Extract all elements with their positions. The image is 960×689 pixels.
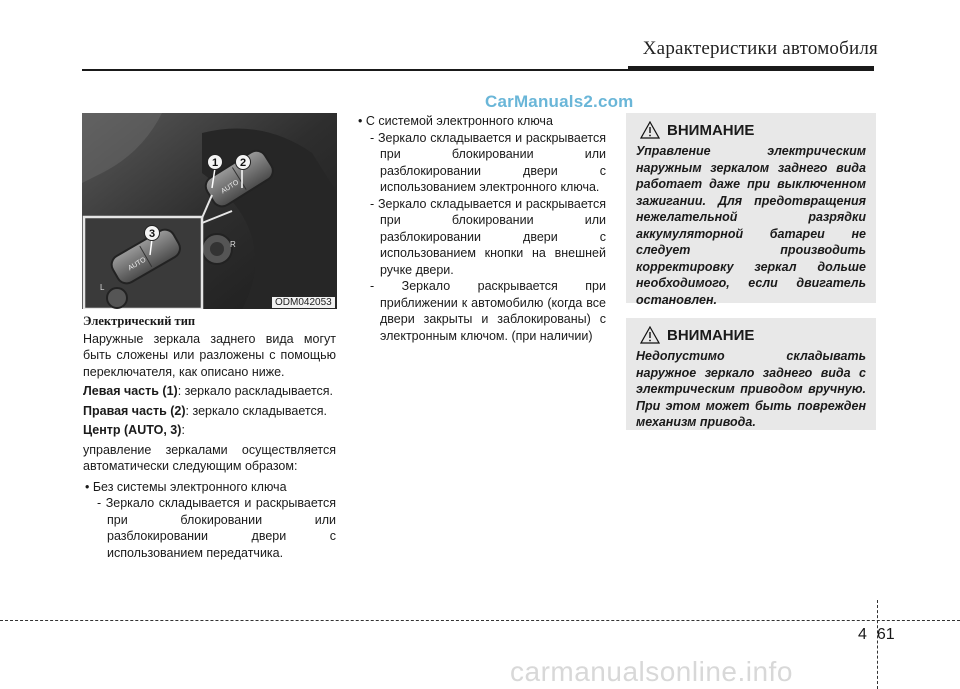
dash-item-smart-key: - Зеркало складывается и раскрывается при блокировании или разблокировании двери с использованием электронного ключа. [370,130,606,194]
warning-text-1: Управление электрическим наружным зеркалом заднего вида работает даже при выключенном зажигании. Для предотвращения нежелательной разрядки аккумуляторной батареи не следует производить корректировку зеркал дольше необходимого, если двигатель остановлен. [636,144,866,307]
figure-code: ODM042053 [272,297,335,308]
switch-label-r: R [230,240,236,249]
center-part-label: Центр (AUTO, 3) [83,423,182,437]
page-number [858,626,898,644]
right-part-paragraph [83,403,336,420]
warning-title-2: ВНИМАНИЕ [667,326,755,344]
left-part-text: : зеркало раскладывается. [177,384,334,398]
right-part-label: Правая часть (2) [83,403,186,418]
page-number-value: 61 [876,626,895,643]
dash-item-handle-button: - Зеркало складывается и раскрывается при блокировании или разблокировании двери с использованием кнопки на внешней ручке двери. [370,196,606,277]
left-part-label: Левая часть (1) [83,384,178,398]
warning-header-2 [640,326,866,344]
callout-3: 3 [148,228,156,240]
center-part-text: управление зеркалами осуществляется автоматически следующим образом: [83,442,336,473]
bullet-no-smart-key: • Без системы электронного ключа [85,479,287,494]
intro-paragraph: Наружные зеркала заднего вида могут быть сложены или разложены с помощью переключателя, как описано ниже. [83,331,336,379]
column-left [83,313,336,561]
warning-text-2: Недопустимо складывать наружное зеркало заднего вида с электрическим приводом вручную. При этом может быть поврежден механизм привода. [636,349,866,429]
mirror-switch-photo [82,113,337,309]
warning-triangle-icon [640,326,660,344]
column-middle [356,113,606,344]
footer-rule [0,620,960,621]
chapter-number: 4 [858,626,867,643]
warning-box-2 [626,318,876,430]
right-part-text: : зеркало складывается. [185,403,327,418]
watermark-top: CarManuals2.com [485,92,634,111]
warning-header-1 [640,121,866,139]
dash-item-approach: - Зеркало раскрывается при приближении к автомобилю (когда все двери закрыты и заблокированы) с электронным ключом. (при наличии) [370,279,606,343]
bullet-smart-key: • С системой электронного ключа [358,114,553,128]
dash-item-transmitter: - Зеркало складывается и раскрывается при блокировании или разблокировании двери с использованием передатчика. [97,496,336,560]
page-header-title: Характеристики автомобиля [642,38,878,59]
mirror-switch-illustration [82,113,337,309]
section-title: Электрический тип [83,314,196,328]
center-part-colon: : [181,423,185,437]
switch-label-auto-2: AUTO [127,256,148,273]
watermark-bottom: carmanualsonline.info [510,656,793,687]
warning-box-1 [626,113,876,307]
left-part-paragraph [83,383,336,400]
callout-1: 1 [211,157,219,169]
center-part-heading [83,422,336,439]
callout-2: 2 [239,157,247,169]
switch-label-l: L [100,283,105,292]
footer-divider [877,600,878,689]
switch-label-auto-1: AUTO [220,179,241,196]
warning-title-1: ВНИМАНИЕ [667,121,755,139]
header-rule-accent [628,66,874,71]
warning-triangle-icon [640,121,660,139]
